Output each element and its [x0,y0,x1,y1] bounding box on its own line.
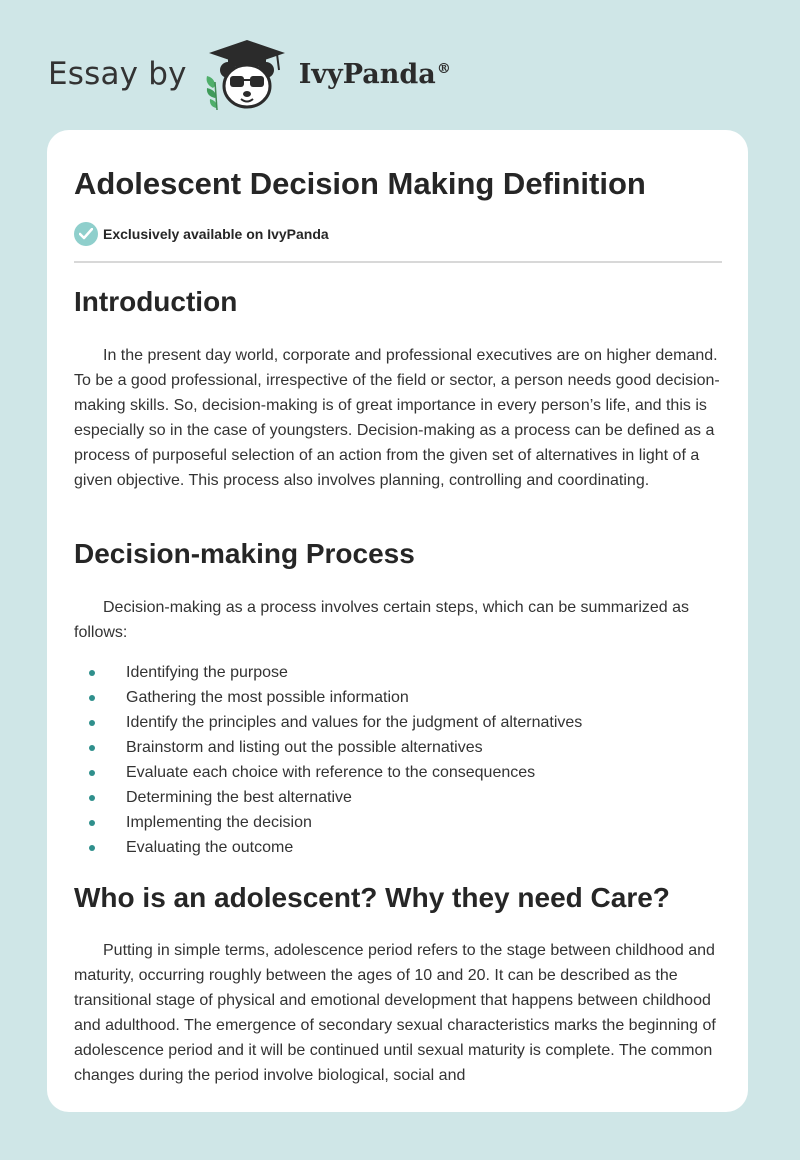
section-heading-adolescent: Who is an adolescent? Why they need Care? [74,882,670,913]
brand-name: IvyPanda® [298,58,451,90]
paragraph-introduction: In the present day world, corporate and professional executives are on higher demand. To be a good professional, irrespective of the field or sector, a person needs good decision-making skills. So, decision-making is of great importance in every person’s life, and this is especially so in the case of youngsters. Decision-making as a process can be defined as a process of purposeful selection of an action from the given set of alternatives in light of a given objective. This process also involves planning, controlling and coordinating. [74,347,720,489]
list-item: Determining the best alternative [74,785,722,810]
brand-prefix: Essay by [48,56,187,92]
bullet-icon [89,820,95,826]
bullet-icon [89,695,95,701]
section-heading-decision-process: Decision-making Process [74,538,415,569]
list-item: Brainstorm and listing out the possible alternatives [74,735,722,760]
exclusive-label: Exclusively available on IvyPanda [103,226,329,242]
list-item: Identify the principles and values for the judgment of alternatives [74,710,722,735]
article-title: Adolescent Decision Making Definition [74,166,646,201]
paragraph-adolescent: Putting in simple terms, adolescence period refers to the stage between childhood and maturity, occurring roughly between the ages of 10 and 20. It can be described as the transitional stage of physical and emotional development that happens between childhood and adulthood. The emergence of secondary sexual characteristics marks the beginning of adolescence period and it will be continued until sexual maturity is complete. The common changes during the period involve biological, social and [74,942,716,1084]
panda-graduate-icon [201,36,293,112]
list-item: Implementing the decision [74,810,722,835]
list-item: Evaluating the outcome [74,835,722,860]
steps-list [74,660,722,860]
check-icon [74,222,98,246]
list-item: Identifying the purpose [74,660,722,685]
section-heading-introduction: Introduction [74,286,238,317]
bullet-icon [89,795,95,801]
exclusive-badge [74,222,329,246]
bullet-icon [89,770,95,776]
brand-header [48,34,451,114]
bullet-icon [89,845,95,851]
article-card [47,130,748,1112]
paragraph-decision-process: Decision-making as a process involves certain steps, which can be summarized as follows: [74,599,690,641]
list-item: Evaluate each choice with reference to the consequences [74,760,722,785]
bullet-icon [89,670,95,676]
title-divider [74,261,722,263]
bullet-icon [89,720,95,726]
bullet-icon [89,745,95,751]
list-item: Gathering the most possible information [74,685,722,710]
